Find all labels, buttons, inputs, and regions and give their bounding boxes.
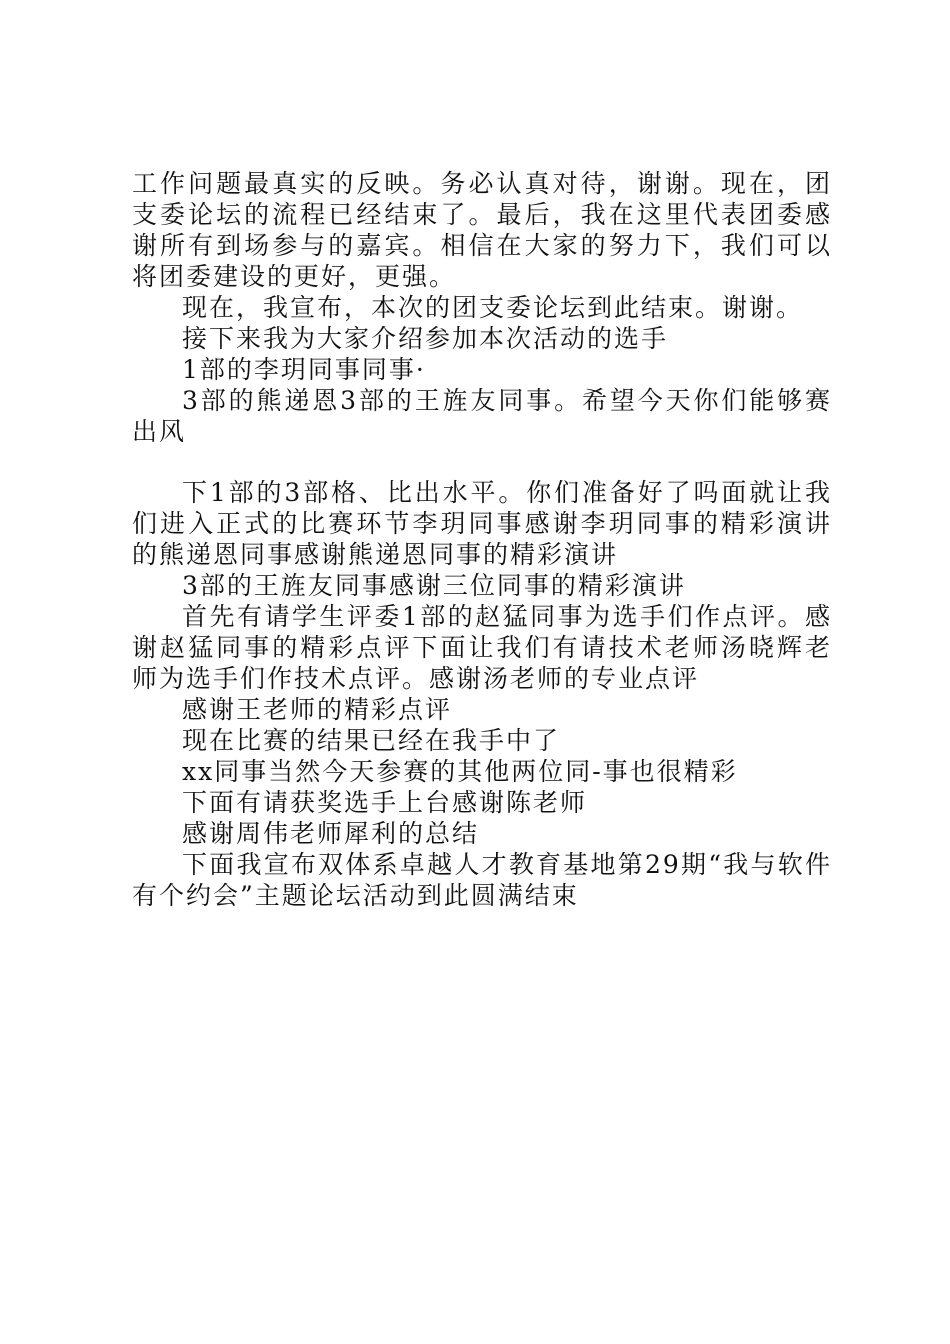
paragraph-results: 现在比赛的结果已经在我手中了 [182,726,561,755]
document-body [132,168,832,911]
paragraph-thanks-zhou: 感谢周伟老师犀利的总结 [182,819,480,848]
paragraph-gap [132,447,832,477]
paragraph-winner: xx同事当然今天参赛的其他两位同-事也很精彩 [182,757,738,786]
paragraph-judges-review: 首先有请学生评委1部的赵猛同事为选手们作点评。感谢赵猛同事的精彩点评下面让我们有请技术老师汤晓辉老师为选手们作技术点评。感谢汤老师的专业点评 [132,602,832,693]
paragraph-award-ceremony: 下面有请获奖选手上台感谢陈老师 [182,788,588,817]
paragraph-thanks-wang: 感谢王老师的精彩点评 [182,695,453,724]
paragraph-thanks-speakers: 3部的王旌友同事感谢三位同事的精彩演讲 [182,571,686,600]
paragraph-contestant-3: 3部的熊递恩3部的王旌友同事。希望今天你们能够赛出风 [132,386,832,446]
paragraph-forum-end: 下面我宣布双体系卓越人才教育基地第29期“我与软件有个约会”主题论坛活动到此圆满结束 [132,850,832,910]
paragraph-closing-remarks: 工作问题最真实的反映。务必认真对待，谢谢。现在，团支委论坛的流程已经结束了。最后，我在这里代表团委感谢所有到场参与的嘉宾。相信在大家的努力下，我们可以将团委建设的更好，更强。 [132,169,832,291]
paragraph-introduce-contestants: 接下来我为大家介绍参加本次活动的选手 [182,324,669,353]
paragraph-contestant-1: 1部的李玥同事同事· [182,355,426,384]
paragraph-competition-start: 下1部的3部格、比出水平。你们准备好了吗面就让我们进入正式的比赛环节李玥同事感谢李玥同事的精彩演讲的熊递恩同事感谢熊递恩同事的精彩演讲 [132,478,832,569]
paragraph-announcement: 现在，我宣布，本次的团支委论坛到此结束。谢谢。 [182,293,804,322]
